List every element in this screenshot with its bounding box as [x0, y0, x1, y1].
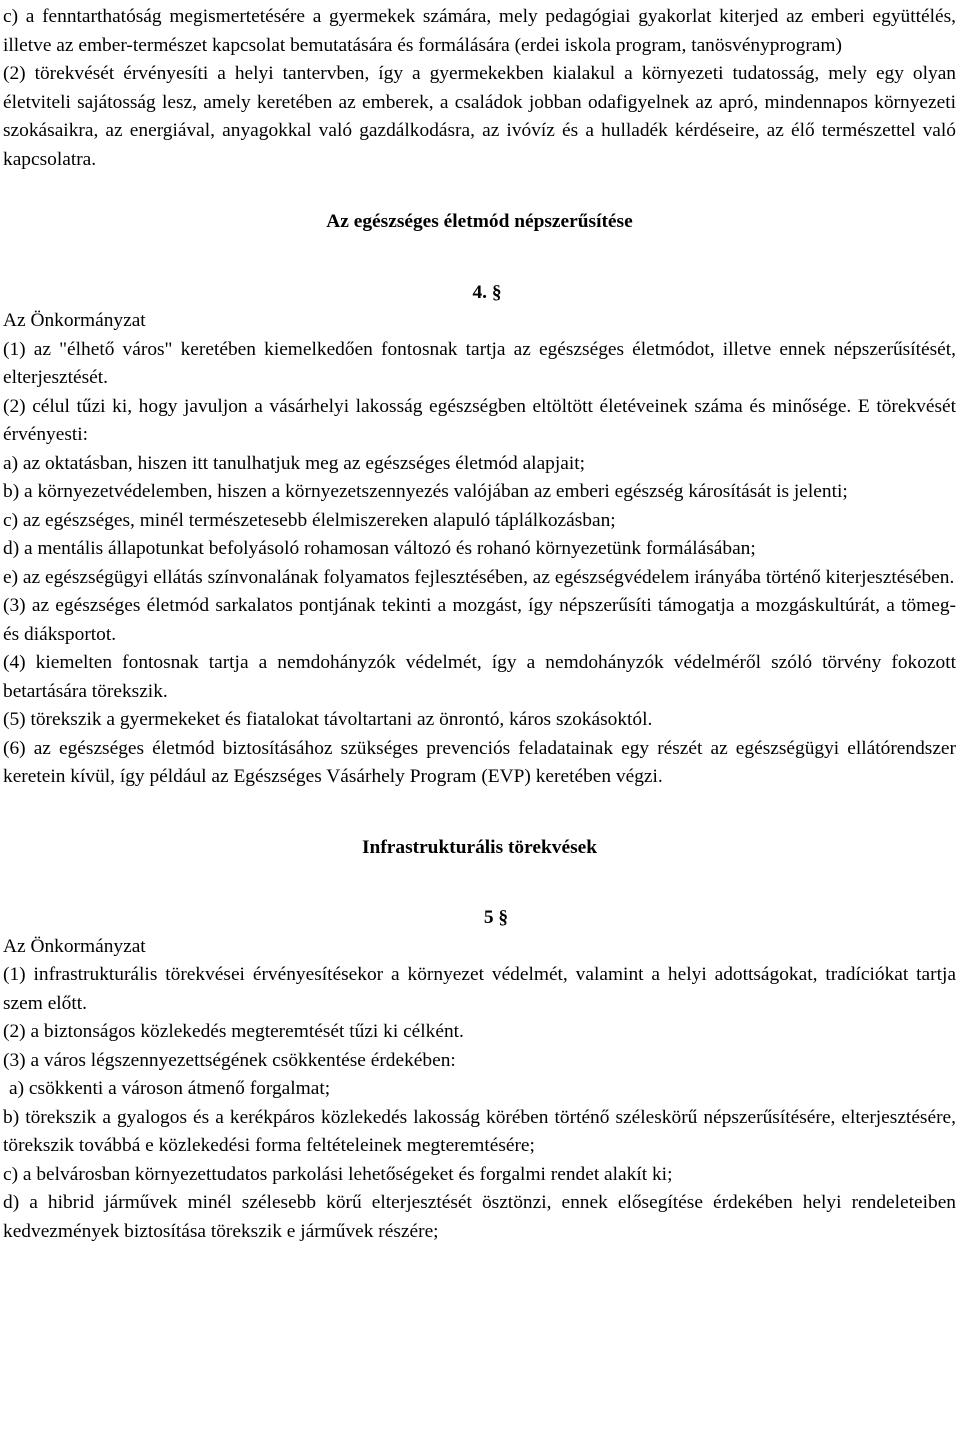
section-symbol: §: [491, 281, 502, 303]
section-5-paragraph-1: (1) infrastrukturális törekvései érvényesítésekor a környezet védelmét, valamint a helyi adottságokat, tradíciókat tartja szem előtt.: [3, 964, 956, 1014]
section-4-paragraph-2: (2) célul tűzi ki, hogy javuljon a vásárhelyi lakosság egészségben eltöltött életéveinek száma és minősége. E törekvését érvényesti:: [3, 395, 956, 445]
section-5-subject: Az Önkormányzat: [3, 935, 146, 957]
section-5-item-c: c) a belvárosban környezettudatos parkolási lehetőségeket és forgalmi rendet alakít ki;: [3, 1163, 673, 1185]
intro-paragraph-c: c) a fenntarthatóság megismertetésére a gyermekek számára, mely pedagógiai gyakorlat kiterjed az emberi együttélés, illetve az ember-természet kapcsolat bemutatására és formálására (erdei iskola program, tanösvényprogram): [3, 6, 956, 56]
section-4-subject: Az Önkormányzat: [3, 310, 146, 331]
section-5-number: [3, 904, 956, 933]
section-5-item-a: a) csökkenti a városon átmenő forgalmat;: [9, 1078, 331, 1099]
section-4-paragraph-5: (5) törekszik a gyermekeket és fiatalokat távoltartani az önrontó, káros szokásoktól.: [3, 709, 653, 730]
section-4-paragraph-6: (6) az egészséges életmód biztosításához szükséges prevenciós feladatainak egy részét az egészségügyi ellátórendszer keretein kívül, így például az Egészséges Vásárhely Program (EVP) keretében végzi.: [3, 737, 956, 787]
section-4-number-value: 4.: [472, 281, 487, 303]
section-5-item-d: d) a hibrid járművek minél szélesebb körű elterjesztését ösztönzi, ennek elősegítése érdekében helyi rendeleteiben kedvezmények biztosítása törekszik e járművek részére;: [3, 1192, 956, 1242]
section-4-item-a: a) az oktatásban, hiszen itt tanulhatjuk meg az egészséges életmód alapjait;: [3, 452, 586, 474]
section-4-paragraph-4: (4) kiemelten fontosnak tartja a nemdohányzók védelmét, így a nemdohányzók védelméről szóló törvény fokozott betartására törekszik.: [3, 652, 956, 702]
section-4-paragraph-1: (1) az "élhető város" keretében kiemelkedően fontosnak tartja az egészséges életmódot, illetve ennek népszerűsítését, elterjesztését.: [3, 338, 956, 388]
section-4-item-b: b) a környezetvédelemben, hiszen a környezetszennyezés valójában az emberi egészség károsítását is jelenti;: [3, 481, 848, 502]
intro-paragraph-2: (2) törekvését érvényesíti a helyi tantervben, így a gyermekekben kialakul a környezeti tudatosság, mely egy olyan életviteli sajátosság lesz, amely keretében az emberek, a családok jobban odafigyelnek az apró, mindennapos környezeti szokásaikra, az energiával, anyagokkal való gazdálkodásra, az ivóvíz és a hulladék kérdéseire, az élő természettel való kapcsolatra.: [3, 63, 956, 170]
section-symbol: §: [498, 907, 509, 928]
document-page: [3, 3, 956, 1246]
section-5-item-b: b) törekszik a gyalogos és a kerékpáros közlekedés lakosság körében történő széleskörű népszerűsítésére, elterjesztésére, törekszik továbbá e közlekedési forma feltételeinek megteremtésére;: [3, 1106, 956, 1156]
section-5-paragraph-3: (3) a város légszennyezettségének csökkentése érdekében:: [3, 1049, 456, 1071]
section-5-heading: Infrastrukturális törekvések: [361, 836, 598, 858]
section-4-item-c: c) az egészséges, minél természetesebb élelmiszereken alapuló táplálkozásban;: [3, 509, 616, 531]
section-4-paragraph-3: (3) az egészséges életmód sarkalatos pontjának tekinti a mozgást, így népszerűsíti támogatja a mozgáskultúrát, a tömeg- és diáksportot.: [3, 595, 956, 645]
section-4-number: [3, 279, 956, 308]
section-4-heading: Az egészséges életmód népszerűsítése: [326, 211, 633, 232]
section-4-item-d: d) a mentális állapotunkat befolyásoló rohamosan változó és rohanó környezetünk formálásában;: [3, 538, 756, 559]
section-5-paragraph-2: (2) a biztonságos közlekedés megteremtését tűzi ki célként.: [3, 1021, 464, 1042]
section-4-item-e: e) az egészségügyi ellátás színvonalának folyamatos fejlesztésében, az egészségvédelem irányába történő kiterjesztésében.: [3, 566, 955, 588]
section-5-number-value: 5: [483, 907, 494, 928]
